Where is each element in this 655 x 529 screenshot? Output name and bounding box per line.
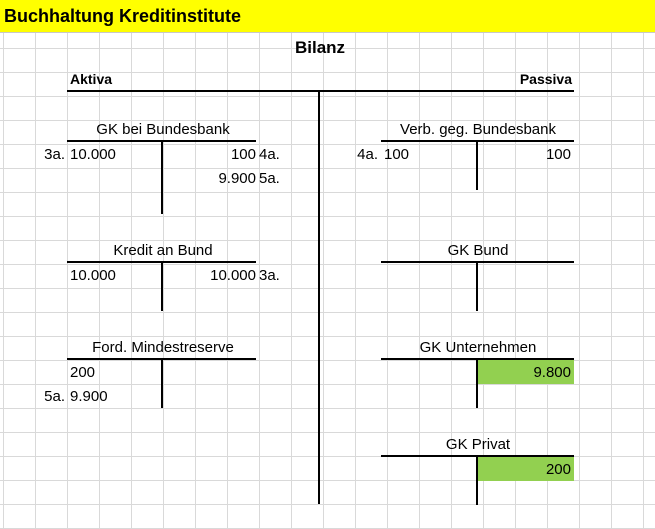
account-gk-bundesbank-name: GK bei Bundesbank <box>96 121 230 138</box>
entry-amount: 9.900 <box>70 388 108 405</box>
entry-amount: 10.000 <box>70 267 116 284</box>
sheet-title: Buchhaltung Kreditinstitute <box>4 6 241 26</box>
title-bar <box>0 0 655 33</box>
entry-ref: 4a. <box>259 146 280 163</box>
account-gk-unternehmen-center-line <box>476 358 478 408</box>
bilanz-heading: Bilanz <box>294 38 346 57</box>
entry-amount: 200 <box>545 461 571 478</box>
account-gk-privat-name: GK Privat <box>445 436 511 453</box>
entry-amount: 10.000 <box>210 267 256 284</box>
entry-ref: 5a. <box>259 170 280 187</box>
entry-amount: 100 <box>545 146 571 163</box>
account-kredit-bund-center-line <box>161 261 163 311</box>
entry-amount: 100 <box>384 146 410 163</box>
account-ford-mindestreserve-name: Ford. Mindestreserve <box>92 339 234 356</box>
entry-amount: 100 <box>230 146 256 163</box>
account-gk-unternehmen-name: GK Unternehmen <box>419 339 537 356</box>
passiva-label: Passiva <box>519 71 572 87</box>
account-ford-mindestreserve-center-line <box>161 358 163 408</box>
account-verb-bundesbank-center-line <box>476 140 478 190</box>
entry-amount: 9.900 <box>218 170 256 187</box>
aktiva-label: Aktiva <box>70 71 113 87</box>
account-gk-bundesbank-center-line <box>161 140 163 214</box>
bilanz-top-line <box>67 90 574 92</box>
entry-amount: 200 <box>70 364 96 381</box>
account-verb-bundesbank-name: Verb. geg. Bundesbank <box>400 121 556 138</box>
account-gk-privat-center-line <box>476 455 478 505</box>
entry-ref: 5a. <box>44 388 65 405</box>
account-gk-bund-center-line <box>476 261 478 311</box>
entry-ref: 4a. <box>357 146 378 163</box>
entry-ref: 3a. <box>259 267 280 284</box>
account-kredit-bund-name: Kredit an Bund <box>113 242 213 259</box>
account-gk-bund-name: GK Bund <box>447 242 509 259</box>
bilanz-center-line <box>318 92 320 504</box>
entry-amount: 10.000 <box>70 146 116 163</box>
entry-ref: 3a. <box>44 146 65 163</box>
entry-amount: 9.800 <box>533 364 571 381</box>
